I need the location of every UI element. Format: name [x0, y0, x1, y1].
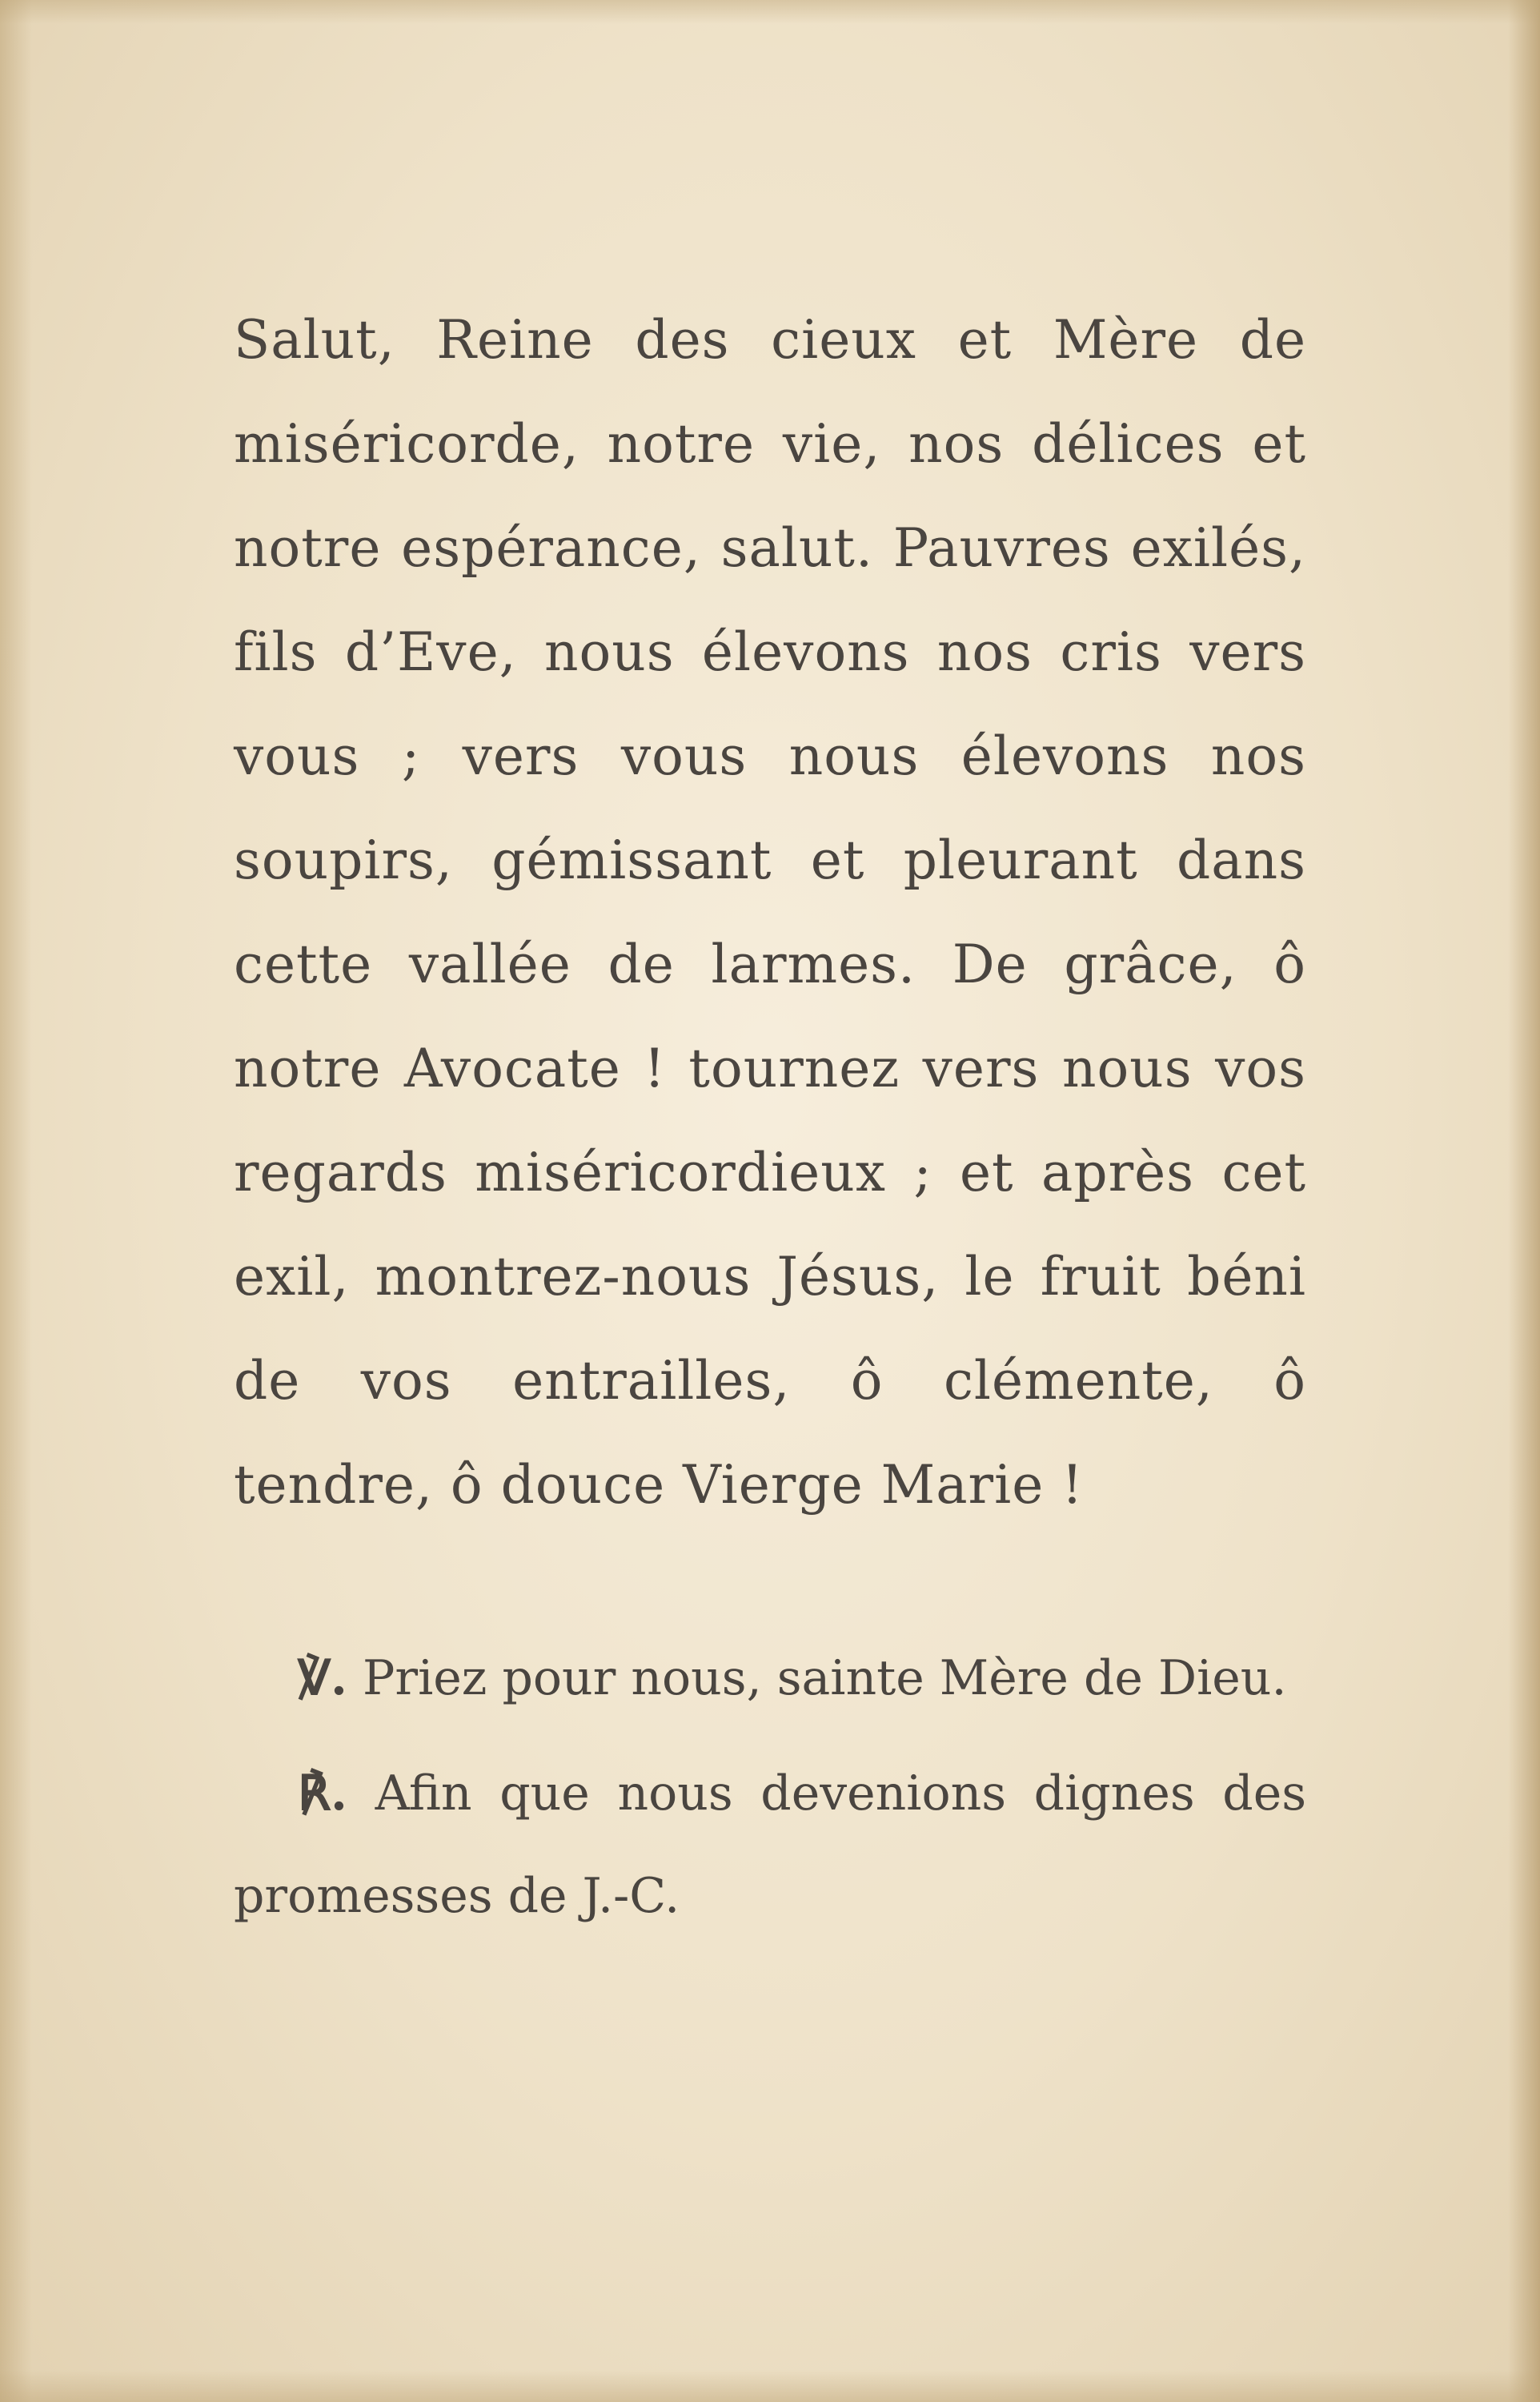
- versicle-text: Priez pour nous, sainte Mère de Dieu.: [363, 1650, 1287, 1706]
- versicle-symbol: ℣.: [298, 1650, 347, 1706]
- prayer-paragraph: Salut, Reine des cieux et Mère de miséricorde, notre vie, nos délices et notre espérance, salut. Pauvres exilés, fils d’Eve, nous élevons nos cris vers vous ; vers vous nous élevons nos soupirs, gémissant et pleurant dans cette vallée de larmes. De grâce, ô notre Avocate ! tournez vers nous vos regards miséricordieux ; et après cet exil, montrez-nous Jésus, le fruit béni de vos entrailles, ô clémente, ô tendre, ô douce Vierge Marie !: [234, 309, 1306, 1516]
- paper-edge-left: [0, 0, 32, 2402]
- paper-edge-bottom: [0, 2370, 1540, 2402]
- prayer-text-block: [234, 288, 1306, 1947]
- versicle-line: [234, 1627, 1306, 1729]
- response-line: [234, 1742, 1306, 1947]
- paper-edge-right: [1508, 0, 1540, 2402]
- paper-edge-top: [0, 0, 1540, 24]
- response-text: Afin que nous devenions dignes des promesses de J.-C.: [234, 1765, 1306, 1924]
- response-symbol: ℟.: [298, 1765, 347, 1822]
